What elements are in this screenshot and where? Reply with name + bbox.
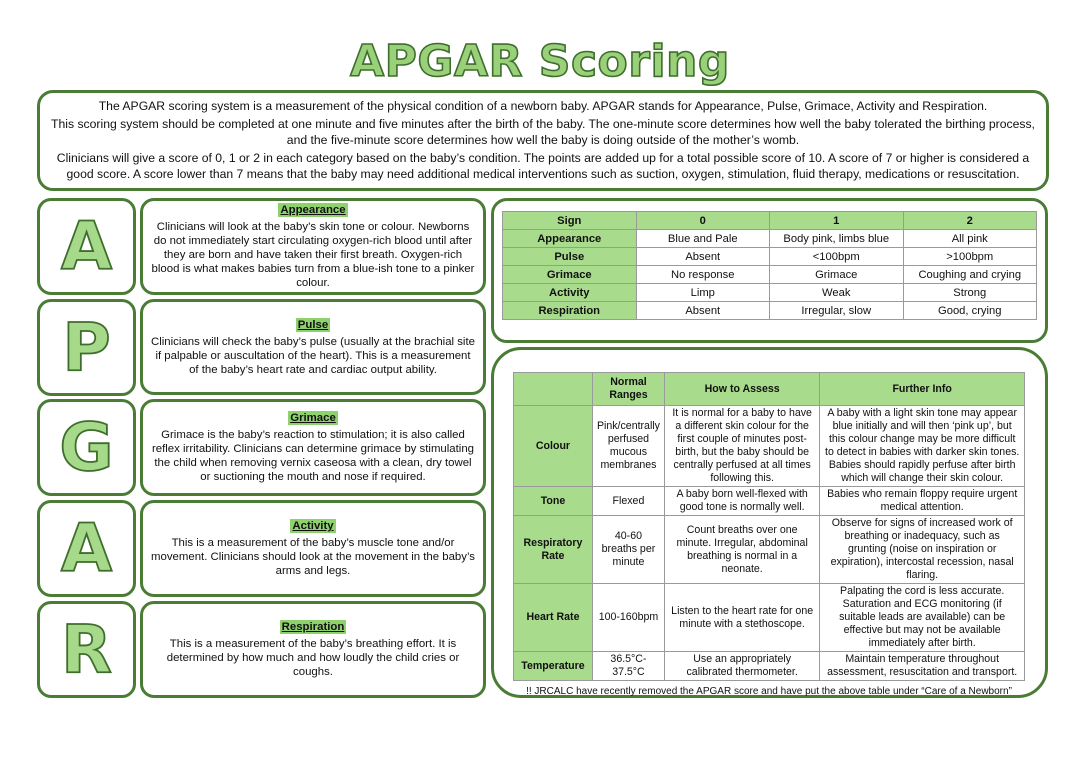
- grimace-card: [140, 399, 486, 496]
- table-cell: 36.5°C-37.5°C: [592, 652, 664, 681]
- header-cell: 1: [770, 212, 904, 230]
- row-label: Colour: [514, 406, 593, 487]
- intro-paragraph-1: The APGAR scoring system is a measurement of the physical condition of a newborn baby. APGAR stands for Appearance, Pulse, Grimace, Activity and Respiration.: [98, 99, 988, 113]
- table-cell: Palpating the cord is less accurate. Saturation and ECG monitoring (if suitable leads are available) can be effective but may not be available immediately after birth.: [820, 584, 1025, 652]
- activity-heading: Activity: [292, 520, 334, 532]
- page-title: APGAR Scoring: [350, 36, 730, 87]
- letter-p-pulse: P: [37, 299, 136, 396]
- table-row: [503, 284, 1037, 302]
- pulse-card: [140, 299, 486, 395]
- header-cell: 0: [636, 212, 770, 230]
- letter-a-activity: A: [37, 500, 136, 597]
- header-cell: [514, 373, 593, 406]
- respiration-card: [140, 601, 486, 698]
- header-cell: 2: [903, 212, 1037, 230]
- row-label: Tone: [514, 487, 593, 516]
- respiration-text: This is a measurement of the baby’s breathing effort. It is determined by how much and how loudly the child cries or coughs.: [166, 638, 460, 678]
- appearance-heading: Appearance: [280, 204, 346, 216]
- grimace-heading: Grimace: [290, 412, 336, 424]
- letter-a-appearance: A: [37, 198, 136, 295]
- table-cell: Good, crying: [903, 302, 1037, 320]
- intro-paragraph-3: Clinicians will give a score of 0, 1 or 2 in each category based on the baby’s condition. The points are added up for a total possible score of 10. A score of 7 or higher is considered a good score. A score lower than 7 means that the baby may need additional medical interventions such as suction, oxygen, stimulation, fluid therapy, medications or resuscitation.: [56, 151, 1030, 181]
- table-row: [503, 302, 1037, 320]
- table-cell: 100-160bpm: [592, 584, 664, 652]
- table-row: [514, 652, 1025, 681]
- table-cell: Listen to the heart rate for one minute with a stethoscope.: [664, 584, 819, 652]
- table-cell: Body pink, limbs blue: [770, 230, 904, 248]
- table-cell: Strong: [903, 284, 1037, 302]
- table-cell: Coughing and crying: [903, 266, 1037, 284]
- table-cell: Babies who remain floppy require urgent medical attention.: [820, 487, 1025, 516]
- header-cell: Sign: [503, 212, 637, 230]
- row-label: Respiratory Rate: [514, 516, 593, 584]
- table-cell: Blue and Pale: [636, 230, 770, 248]
- row-label: Appearance: [503, 230, 637, 248]
- table-row: [514, 487, 1025, 516]
- table-cell: >100bpm: [903, 248, 1037, 266]
- header-cell: Normal Ranges: [592, 373, 664, 406]
- table-cell: Observe for signs of increased work of breathing or inadequacy, such as grunting (noise on inspiration or expiration), intercostal recession, nasal flaring.: [820, 516, 1025, 584]
- table-cell: Maintain temperature throughout assessment, resuscitation and transport.: [820, 652, 1025, 681]
- table-cell: All pink: [903, 230, 1037, 248]
- table-cell: A baby with a light skin tone may appear blue initially and will then ‘pink up’, but this colour change may be more difficult to detect in babies with darker skin tones. Babies should rapidly perfuse after birth which will change their skin colour.: [820, 406, 1025, 487]
- activity-card: [140, 500, 486, 597]
- table-cell: Count breaths over one minute. Irregular, abdominal breathing is normal in a neonate.: [664, 516, 819, 584]
- table-row: [503, 248, 1037, 266]
- appearance-card: [140, 198, 486, 295]
- table-cell: It is normal for a baby to have a different skin colour for the first couple of minutes post-birth, but the baby should be centrally perfused at all times following this.: [664, 406, 819, 487]
- table-row: [503, 230, 1037, 248]
- table-header-row: [514, 373, 1025, 406]
- normal-ranges-table: [513, 372, 1025, 681]
- footnote: !! JRCALC have recently removed the APGAR score and have put the above table under “Care of a Newborn”: [526, 686, 1012, 697]
- table-cell: A baby born well-flexed with good tone is normally well.: [664, 487, 819, 516]
- apgar-signs-table: [502, 211, 1037, 320]
- table-cell: Absent: [636, 302, 770, 320]
- table-row: [514, 584, 1025, 652]
- table-cell: Use an appropriately calibrated thermometer.: [664, 652, 819, 681]
- grimace-text: Grimace is the baby’s reaction to stimulation; it is also called reflex irritability. Clinicians can determine grimace by stimulating the child when removing vernix caseosa with a clean, dry towel or suctioning the mouth and nose if required.: [151, 429, 474, 483]
- table-cell: Pink/centrally perfused mucous membranes: [592, 406, 664, 487]
- table-cell: Grimace: [770, 266, 904, 284]
- apgar-signs-panel: [491, 198, 1048, 343]
- table-cell: Irregular, slow: [770, 302, 904, 320]
- letter-r-respiration: R: [37, 601, 136, 698]
- row-label: Temperature: [514, 652, 593, 681]
- letter-g-grimace: G: [37, 399, 136, 496]
- activity-text: This is a measurement of the baby’s muscle tone and/or movement. Clinicians should look at the movement in the baby’s arms and legs.: [151, 537, 475, 577]
- pulse-text: Clinicians will check the baby’s pulse (usually at the brachial site if palpable or auscultation of the heart). This is a measurement of the baby’s heart rate and cardiac output ability.: [151, 335, 475, 376]
- table-row: [514, 406, 1025, 487]
- header-cell: How to Assess: [664, 373, 819, 406]
- intro-panel: [37, 90, 1049, 191]
- table-cell: <100bpm: [770, 248, 904, 266]
- row-label: Pulse: [503, 248, 637, 266]
- table-cell: Limp: [636, 284, 770, 302]
- appearance-text: Clinicians will look at the baby’s skin tone or colour. Newborns do not immediately start circulating oxygen-rich blood until after they are born and have taken their first breath. Oxygen-rich blood is what makes babies turn from a blue-ish tone to a pinker colour.: [151, 221, 475, 289]
- row-label: Heart Rate: [514, 584, 593, 652]
- table-cell: Weak: [770, 284, 904, 302]
- table-cell: Flexed: [592, 487, 664, 516]
- pulse-heading: Pulse: [297, 318, 329, 331]
- table-row: [503, 266, 1037, 284]
- table-row: [514, 516, 1025, 584]
- row-label: Respiration: [503, 302, 637, 320]
- table-cell: Absent: [636, 248, 770, 266]
- table-cell: 40-60 breaths per minute: [592, 516, 664, 584]
- normal-ranges-panel: [491, 347, 1048, 698]
- header-cell: Further Info: [820, 373, 1025, 406]
- table-header-row: [503, 212, 1037, 230]
- intro-paragraph-2: This scoring system should be completed at one minute and five minutes after the birth of the baby. The one-minute score determines how well the baby tolerated the birthing process, and the five-minute score determines how well the baby is doing outside of the mother’s womb.: [51, 117, 1035, 147]
- row-label: Activity: [503, 284, 637, 302]
- table-cell: No response: [636, 266, 770, 284]
- row-label: Grimace: [503, 266, 637, 284]
- respiration-heading: Respiration: [281, 621, 345, 633]
